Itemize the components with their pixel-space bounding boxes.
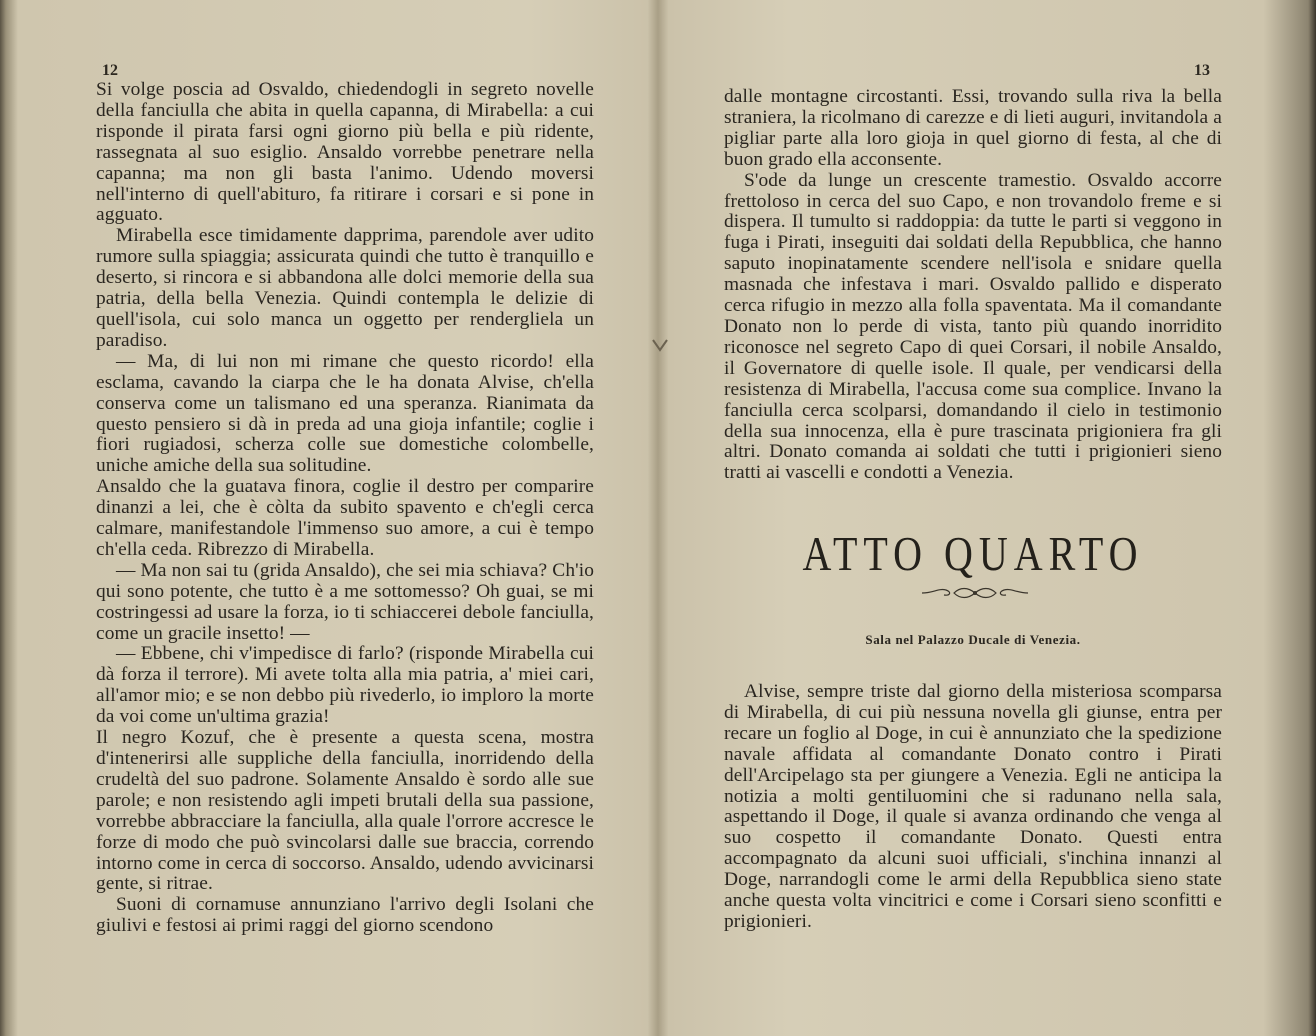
paragraph: Il negro Kozuf, che è presente a questa scena, mostra d'intenerirsi alle suppliche della fanciulla, inorridendo della crudeltà del suo padrone. Solamente Ansaldo è sordo alle sue parole; e non resistendo agli impeti brutali della sua passione, vorrebbe abbracciare la fanciulla, alla quale l'orrore accresce le forze di modo che può svincolarsi dalle sue braccia, correndo intorno come in cerca di soccorso. Ansaldo, udendo avvicinarsi gente, si ritrae. — [96, 727, 594, 895]
paragraph: — Ma non sai tu (grida Ansaldo), che sei mia schiava? Ch'io qui sono potente, che tutto è a me sottomesso? Oh guai, se mi costringessi ad usare la forza, io ti schiaccerei debole fanciulla, come un gracile insetto! — — [96, 559, 594, 644]
act-body — [724, 682, 1222, 933]
ornament-divider — [920, 584, 1030, 602]
paragraph: Mirabella esce timidamente dapprima, parendole aver udito rumore sulla spiaggia; assicurata quindi che tutto è tranquillo e deserto, si rincora e si abbandona alle dolci memorie della sua patria, della bella Venezia. Quindi contempla le delizie di quell'isola, cui solo manca un oggetto per rendergliela un paradiso. — [96, 225, 594, 351]
right-page — [660, 0, 1316, 1036]
page-body — [96, 80, 594, 937]
scene-heading: Sala nel Palazzo Ducale di Venezia. — [865, 632, 1081, 647]
paragraph: Alvise, sempre triste dal giorno della misteriosa scomparsa di Mirabella, di cui più nessuna novella gli giunse, entra per recare un foglio al Doge, in cui è annunziato che la spedizione navale affidata al comandante Donato contro i Pirati dell'Arcipelago sta per giungere a Venezia. Egli ne anticipa la notizia a molti gentiluomini che si radunano nella sala, aspettando il Doge, il quale si avanza ordinando che venga al suo cospetto il comandante Donato. Questi entra accompagnato da alcuni suoi ufficiali, s'inchina innanzi al Doge, narrandogli come le armi della Repubblica sieno state anche questa volta vincitrici e come i Corsari sieno sconfitti e prigionieri. — [724, 681, 1222, 932]
paragraph: Ansaldo che la guatava finora, coglie il destro per comparire dinanzi a lei, che è còlta da subito spavento e ch'egli cerca calmare, manifestandole l'immenso suo amore, a cui è tempo ch'ella ceda. Ribrezzo di Mirabella. — [96, 476, 594, 560]
page-number: 13 — [1194, 62, 1210, 79]
act-heading: ATTO QUARTO — [802, 526, 1144, 581]
paragraph: — Ebbene, chi v'impedisce di farlo? (risponde Mirabella cui dà forza il terrore). Mi avete tolta alla mia patria, a' miei cari, all'amor mio; e se non debbo più rivederlo, io imploro la morte da voi come un'ultima grazia! — [96, 643, 594, 728]
paragraph: Suoni di cornamuse annunziano l'arrivo degli Isolani che giulivi e festosi ai primi raggi del giorno scendono — [96, 894, 594, 937]
page-body — [724, 87, 1222, 484]
paragraph: S'ode da lunge un crescente tramestio. Osvaldo accorre frettoloso in cerca del suo Capo, e non trovandolo freme e si dispera. Il tumulto si raddoppia: da tutte le parti si veggono in fuga i Pirati, inseguiti dai soldati della Repubblica, che hanno saputo inopinatamente scendere nell'isola e snidare quella masnada che infestava i mari. Osvaldo pallido e disperato cerca rifugio in mezzo alla folla spaventata. Ma il comandante Donato non lo perde di vista, tanto più quando inorridito riconosce nel segreto Capo di quei Corsari, il nobile Ansaldo, il Governatore di quelle isole. Il quale, per vendicarsi della resistenza di Mirabella, l'accusa come sua complice. Invano la fanciulla cerca scolparsi, domandando il cielo in testimonio della sua innocenza, ella è pure trascinata prigioniera fra gli altri. Donato comanda ai soldati che tutti i prigionieri sieno tratti ai vascelli e condotti a Venezia. — [724, 169, 1222, 484]
paragraph: dalle montagne circostanti. Essi, trovando sulla riva la bella straniera, la ricolmano di carezze e di lieti auguri, invitandola a pigliar parte alla loro gioja in quel giorno di festa, al che di buon grado ella acconsente. — [724, 86, 1222, 170]
page-number: 12 — [102, 62, 118, 79]
paragraph: — Ma, di lui non mi rimane che questo ricordo! ella esclama, cavando la ciarpa che le ha donata Alvise, ch'ella conserva come un talismano ed una speranza. Rianimata da questo pensiero si dà in preda ad una gioja infantile; coglie i fiori rugiadosi, scherza colle sue domestiche colombelle, uniche amiche della sua solitudine. — [96, 350, 594, 477]
paragraph: Si volge poscia ad Osvaldo, chiedendogli in segreto novelle della fanciulla che abita in quella capanna, di Mirabella: a cui risponde il pirata farsi ogni giorno più bella e più ridente, rassegnata al suo esiglio. Ansaldo vorrebbe penetrare nella capanna; ma non gli basta l'animo. Udendo moversi nell'interno di quell'abituro, fa ritirare i corsari e si pone in agguato. — [96, 79, 594, 226]
